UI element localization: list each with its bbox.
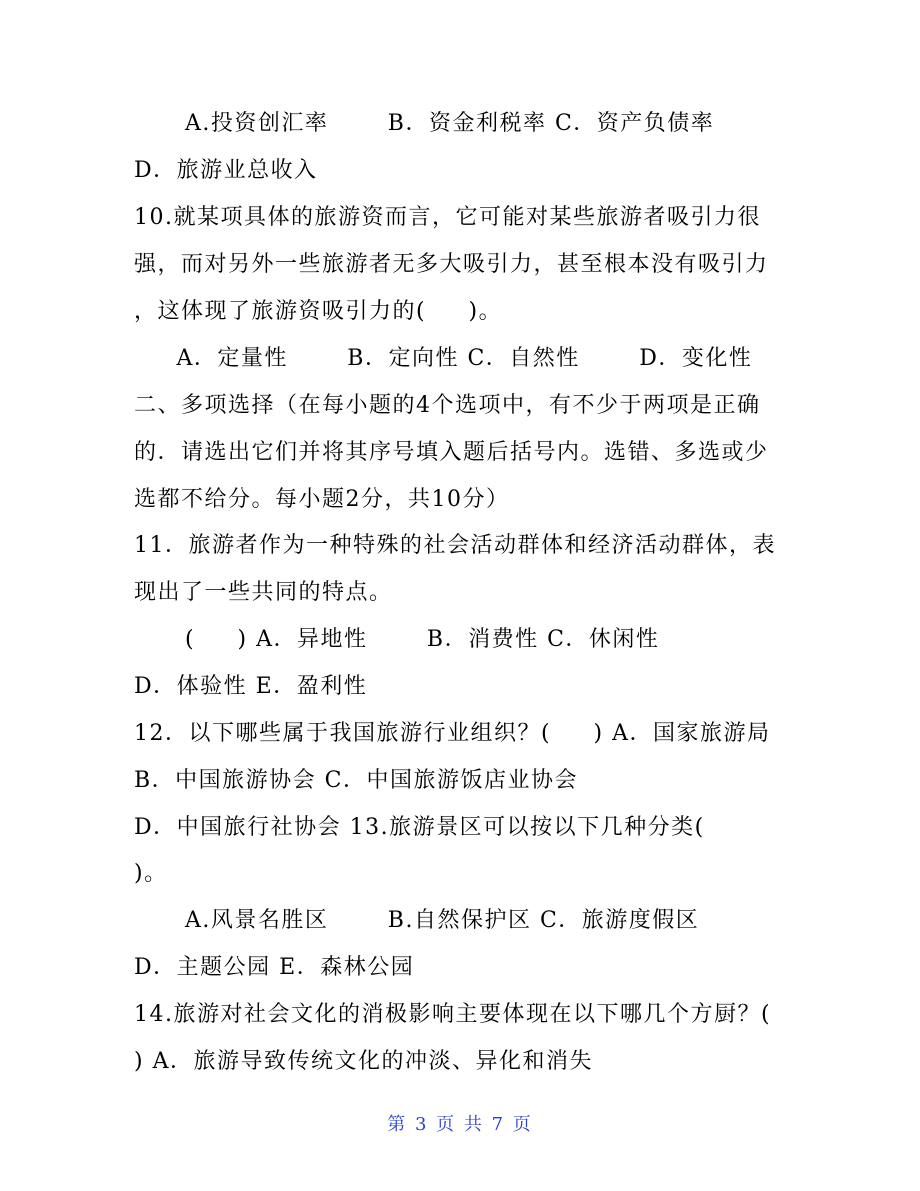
line-7: 二、多项选择（在每小题的4个选项中，有不少于两项是正确 (134, 393, 761, 418)
line-2: D．旅游业总收入 (134, 158, 318, 183)
line-14: 12．以下哪些属于我国旅游行业组织？( ) A．国家旅游局 (134, 721, 771, 746)
line-4: 强，而对另外一些旅游者无多大吸引力，甚至根本没有吸引力 (134, 252, 769, 277)
line-21: ) A．旅游导致传统文化的冲淡、异化和消失 (134, 1049, 593, 1074)
page-footer: 第 3 页 共 7 页 (387, 1114, 533, 1135)
line-8: 的．请选出它们并将其序号填入题后括号内。选错、多选或少 (134, 440, 769, 465)
line-3: 10.就某项具体的旅游资而言，它可能对某些旅游者吸引力很 (134, 205, 761, 230)
line-12: ( ) A．异地性 B．消费性 C．休闲性 (134, 627, 660, 652)
line-9: 选都不给分。每小题2分，共10分） (134, 487, 510, 512)
line-19: D．主题公园 E．森林公园 (134, 955, 415, 980)
line-11: 现出了一些共同的特点。 (134, 580, 393, 605)
line-10: 11．旅游者作为一种特殊的社会活动群体和经济活动群体，表 (134, 533, 776, 558)
line-15: B．中国旅游协会 C．中国旅游饭店业协会 (134, 768, 578, 793)
line-6: A．定量性 B．定向性 C．自然性 D．变化性 (134, 346, 753, 371)
line-20: 14.旅游对社会文化的消极影响主要体现在以下哪几个方厨？( (134, 1002, 772, 1027)
line-16: D．中国旅行社协会 13.旅游景区可以按以下几种分类( (134, 815, 705, 840)
line-18: A.风景名胜区 B.自然保护区 C．旅游度假区 (134, 908, 700, 933)
line-5: ，这体现了旅游资吸引力的( )。 (134, 299, 503, 324)
line-13: D．体验性 E．盈利性 (134, 674, 368, 699)
line-1: A.投资创汇率 B．资金利税率 C．资产负债率 (134, 111, 715, 136)
line-17: )。 (134, 861, 168, 886)
